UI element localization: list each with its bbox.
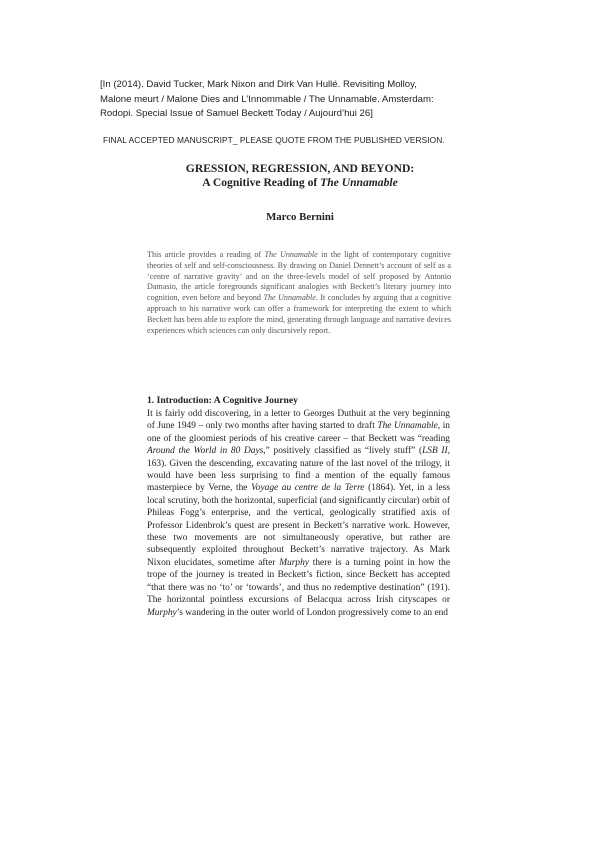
body-paragraph <box>147 408 450 619</box>
abstract-italic: The Unnamable <box>264 250 318 259</box>
body-italic: Murphy <box>279 557 309 568</box>
body-italic: Around the World in 80 Days <box>147 446 264 457</box>
body-text: , 163). Given the descending, excavating nature of the last novel of the trilogy, it would have been less surprising to find a mention of the equally famous masterpiece by Verne, the <box>147 446 450 494</box>
abstract <box>147 250 451 336</box>
manuscript-note: FINAL ACCEPTED MANUSCRIPT_ PLEASE QUOTE FROM THE PUBLISHED VERSION. <box>103 135 445 145</box>
author-name: Marco Bernini <box>266 211 334 223</box>
body-text: , in one of the gloomiest periods of his creative career – that Beckett was “reading <box>147 421 450 444</box>
title-line: GRESSION, REGRESSION, AND BEYOND: <box>185 162 415 175</box>
body-italic: LSB II <box>422 446 448 457</box>
body-text: there is a turning point in how the trope of the journey is treated in Beckett’s fiction, since Beckett has accepted “that there was no ‘to’ or ‘towards’, and thus no redemptive destination” (191). The horizontal pointless excursions of Belacqua across Irish cityscapes or <box>147 557 450 606</box>
abstract-text: This article provides a reading of <box>147 250 265 259</box>
body-text: ,” positively classified as “lively stuff” ( <box>263 446 423 457</box>
body-text: ’s wandering in the outer world of London progressively come to an end <box>176 607 448 618</box>
citation-line: Rodopi. Special Issue of Samuel Beckett Today / Aujourd’hui 26] <box>100 108 373 119</box>
abstract-text: in the light of contemporary cognitive theories of self and self-consciousness. By drawing on Daniel Dennett’s account of self as a ‘centre of narrative gravity’ and on the three-levels model of self proposed by Antonio Damasio, the article foregrounds significant analogies with Beckett’s literary journey into cognition, even before and beyond <box>147 250 451 303</box>
section-heading: 1. Introduction: A Cognitive Journey <box>147 395 298 406</box>
body-text: (1864). Yet, in a less local scrutiny, both the horizontal, superficial (and significantly circular) orbit of Phileas Fogg’s enterprise, and the vertical, geologically stratified axis of Professor Lidenbrok’s quest are present in Beckett’s narrative work. However, these two movements are not simultaneously operative, but rather are subsequently exploited throughout Beckett’s narrative trajectory. As Mark Nixon elucidates, sometime after <box>147 483 450 568</box>
title-line <box>100 176 500 190</box>
citation-line: Malone meurt / Malone Dies and L’Innommable / The Unnamable. Amsterdam: <box>100 93 434 105</box>
citation-note <box>100 78 510 122</box>
paper-title <box>100 162 500 190</box>
body-italic: Murphy <box>147 607 177 618</box>
abstract-italic: The Unnamable <box>263 293 316 303</box>
title-prefix: A Cognitive Reading of <box>202 176 321 189</box>
body-text: It is fairly odd discovering, in a letter to Georges Duthuit at the very beginning of June 1949 – only two months after having started to draft <box>147 409 450 432</box>
abstract-text: . It concludes by arguing that a cognitive approach to his narrative work can offer a framework for interpreting the extent to which Beckett has been able to explore the mind, generating through language and narrative devices experiences which sciences can only discursively report. <box>147 293 451 335</box>
title-italic: The Unnamable <box>320 176 398 189</box>
citation-line: [In (2014). David Tucker, Mark Nixon and Dirk Van Hullé. Revisiting Molloy, <box>100 79 417 90</box>
body-italic: The Unnamable <box>377 421 438 432</box>
body-italic: Voyage au centre de la Terre <box>251 483 365 494</box>
